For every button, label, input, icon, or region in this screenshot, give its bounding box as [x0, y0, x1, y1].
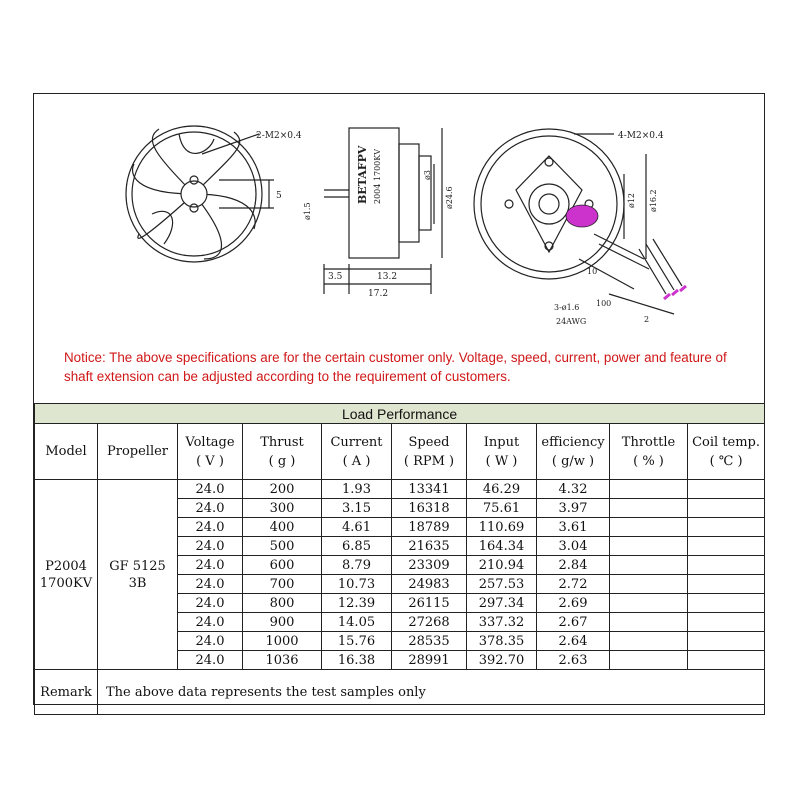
speed-cell: 23309 [392, 556, 467, 575]
rear-dim-100: 100 [596, 299, 612, 308]
header-model: Model [35, 424, 98, 480]
front-dim-label: 5 [276, 191, 282, 201]
side-dim-a: 3.5 [328, 272, 343, 282]
input-cell: 46.29 [467, 480, 537, 499]
thrust-cell: 1036 [243, 651, 322, 670]
efficiency-cell: 2.84 [537, 556, 610, 575]
current-cell: 8.79 [322, 556, 392, 575]
input-cell: 210.94 [467, 556, 537, 575]
spec-sheet-frame [33, 93, 765, 705]
coil-temp-cell [688, 613, 765, 632]
rear-dim-2: 2 [644, 315, 650, 324]
speed-cell: 28535 [392, 632, 467, 651]
efficiency-cell: 2.63 [537, 651, 610, 670]
body-dim-label: ø24.6 [445, 186, 454, 209]
wire-tip [672, 290, 678, 295]
speed-cell: 16318 [392, 499, 467, 518]
thrust-cell: 500 [243, 537, 322, 556]
throttle-cell [610, 632, 688, 651]
rear-outer-dim: ø16.2 [649, 189, 658, 212]
wire-tip [680, 286, 686, 291]
current-cell: 6.85 [322, 537, 392, 556]
speed-cell: 27268 [392, 613, 467, 632]
header-propeller: Propeller [98, 424, 178, 480]
table-title: Load Performance [35, 404, 765, 424]
speed-cell: 24983 [392, 575, 467, 594]
efficiency-cell: 3.97 [537, 499, 610, 518]
thrust-cell: 800 [243, 594, 322, 613]
throttle-cell [610, 480, 688, 499]
rear-thread-label: 4-M2×0.4 [618, 131, 664, 141]
input-cell: 392.70 [467, 651, 537, 670]
wire-count-label: 3-ø1.6 [554, 303, 580, 312]
coil-temp-cell [688, 537, 765, 556]
efficiency-cell: 4.32 [537, 480, 610, 499]
header-current: Current ( A ) [322, 424, 392, 480]
table-body [35, 480, 765, 670]
speed-cell: 13341 [392, 480, 467, 499]
efficiency-cell: 3.04 [537, 537, 610, 556]
model-line: 1700KV [39, 575, 93, 591]
side-dim-total: 17.2 [368, 289, 389, 299]
input-cell: 378.35 [467, 632, 537, 651]
header-coil-temp: Coil temp. ( ℃ ) [688, 424, 765, 480]
current-cell: 16.38 [322, 651, 392, 670]
propeller-line: GF 5125 [109, 558, 166, 574]
header-thrust: Thrust ( g ) [243, 424, 322, 480]
efficiency-cell: 2.69 [537, 594, 610, 613]
voltage-cell: 24.0 [178, 613, 243, 632]
propeller-cell [98, 480, 178, 670]
input-cell: 257.53 [467, 575, 537, 594]
thrust-cell: 200 [243, 480, 322, 499]
notice-text: Notice: The above specifications are for the certain customer only. Voltage, speed, current, power and feature of shaft extension can be adjusted according to the requirement of customers. [64, 350, 727, 384]
input-cell: 110.69 [467, 518, 537, 537]
input-cell: 337.32 [467, 613, 537, 632]
coil-temp-cell [688, 556, 765, 575]
throttle-cell [610, 613, 688, 632]
header-throttle: Throttle ( % ) [610, 424, 688, 480]
current-cell: 12.39 [322, 594, 392, 613]
coil-temp-cell [688, 651, 765, 670]
thrust-cell: 900 [243, 613, 322, 632]
throttle-cell [610, 537, 688, 556]
remark-label: Remark [35, 670, 98, 715]
speed-cell: 21635 [392, 537, 467, 556]
front-thread-label: 2-M2×0.4 [256, 131, 302, 141]
voltage-cell: 24.0 [178, 499, 243, 518]
coil-temp-cell [688, 518, 765, 537]
coil-temp-cell [688, 594, 765, 613]
thrust-cell: 600 [243, 556, 322, 575]
input-cell: 75.61 [467, 499, 537, 518]
voltage-cell: 24.0 [178, 651, 243, 670]
wire-gauge-label: 24AWG [556, 317, 587, 326]
throttle-cell [610, 499, 688, 518]
throttle-cell [610, 575, 688, 594]
voltage-cell: 24.0 [178, 480, 243, 499]
coil-temp-cell [688, 632, 765, 651]
current-cell: 4.61 [322, 518, 392, 537]
load-performance-table [34, 403, 765, 715]
side-view [324, 128, 442, 294]
table-row [35, 480, 765, 499]
voltage-cell: 24.0 [178, 518, 243, 537]
coil-temp-cell [688, 480, 765, 499]
throttle-cell [610, 518, 688, 537]
header-speed: Speed ( RPM ) [392, 424, 467, 480]
voltage-cell: 24.0 [178, 537, 243, 556]
brand-label: BETAFPV [356, 145, 369, 204]
speed-cell: 18789 [392, 518, 467, 537]
current-cell: 14.05 [322, 613, 392, 632]
header-input: Input ( W ) [467, 424, 537, 480]
throttle-cell [610, 651, 688, 670]
throttle-cell [610, 556, 688, 575]
header-voltage: Voltage ( V ) [178, 424, 243, 480]
current-cell: 10.73 [322, 575, 392, 594]
voltage-cell: 24.0 [178, 556, 243, 575]
front-view [126, 126, 274, 262]
input-cell: 297.34 [467, 594, 537, 613]
remark-text: The above data represents the test samples only [98, 670, 765, 715]
rear-dim-10: 10 [587, 267, 598, 276]
speed-cell: 28991 [392, 651, 467, 670]
thrust-cell: 700 [243, 575, 322, 594]
efficiency-cell: 2.64 [537, 632, 610, 651]
model-engraving: 2004 1700KV [373, 148, 382, 204]
boss-dim-label: ø3 [423, 170, 432, 180]
speed-cell: 26115 [392, 594, 467, 613]
model-line: P2004 [45, 558, 87, 574]
shaft-dim-label: ø1.5 [303, 202, 312, 220]
efficiency-cell: 2.72 [537, 575, 610, 594]
coil-temp-cell [688, 575, 765, 594]
efficiency-cell: 3.61 [537, 518, 610, 537]
thrust-cell: 300 [243, 499, 322, 518]
voltage-cell: 24.0 [178, 575, 243, 594]
coil-temp-cell [688, 499, 765, 518]
current-cell: 3.15 [322, 499, 392, 518]
connector-highlight [566, 205, 598, 227]
voltage-cell: 24.0 [178, 632, 243, 651]
throttle-cell [610, 594, 688, 613]
efficiency-cell: 2.67 [537, 613, 610, 632]
model-cell [35, 480, 98, 670]
thrust-cell: 1000 [243, 632, 322, 651]
voltage-cell: 24.0 [178, 594, 243, 613]
wire-tip [664, 294, 670, 299]
current-cell: 15.76 [322, 632, 392, 651]
side-dim-b: 13.2 [377, 272, 398, 282]
thrust-cell: 400 [243, 518, 322, 537]
propeller-line: 3B [128, 575, 147, 591]
current-cell: 1.93 [322, 480, 392, 499]
rear-inner-dim: ø12 [627, 193, 636, 208]
motor-drawing [34, 94, 764, 354]
header-efficiency: efficiency ( g/w ) [537, 424, 610, 480]
input-cell: 164.34 [467, 537, 537, 556]
